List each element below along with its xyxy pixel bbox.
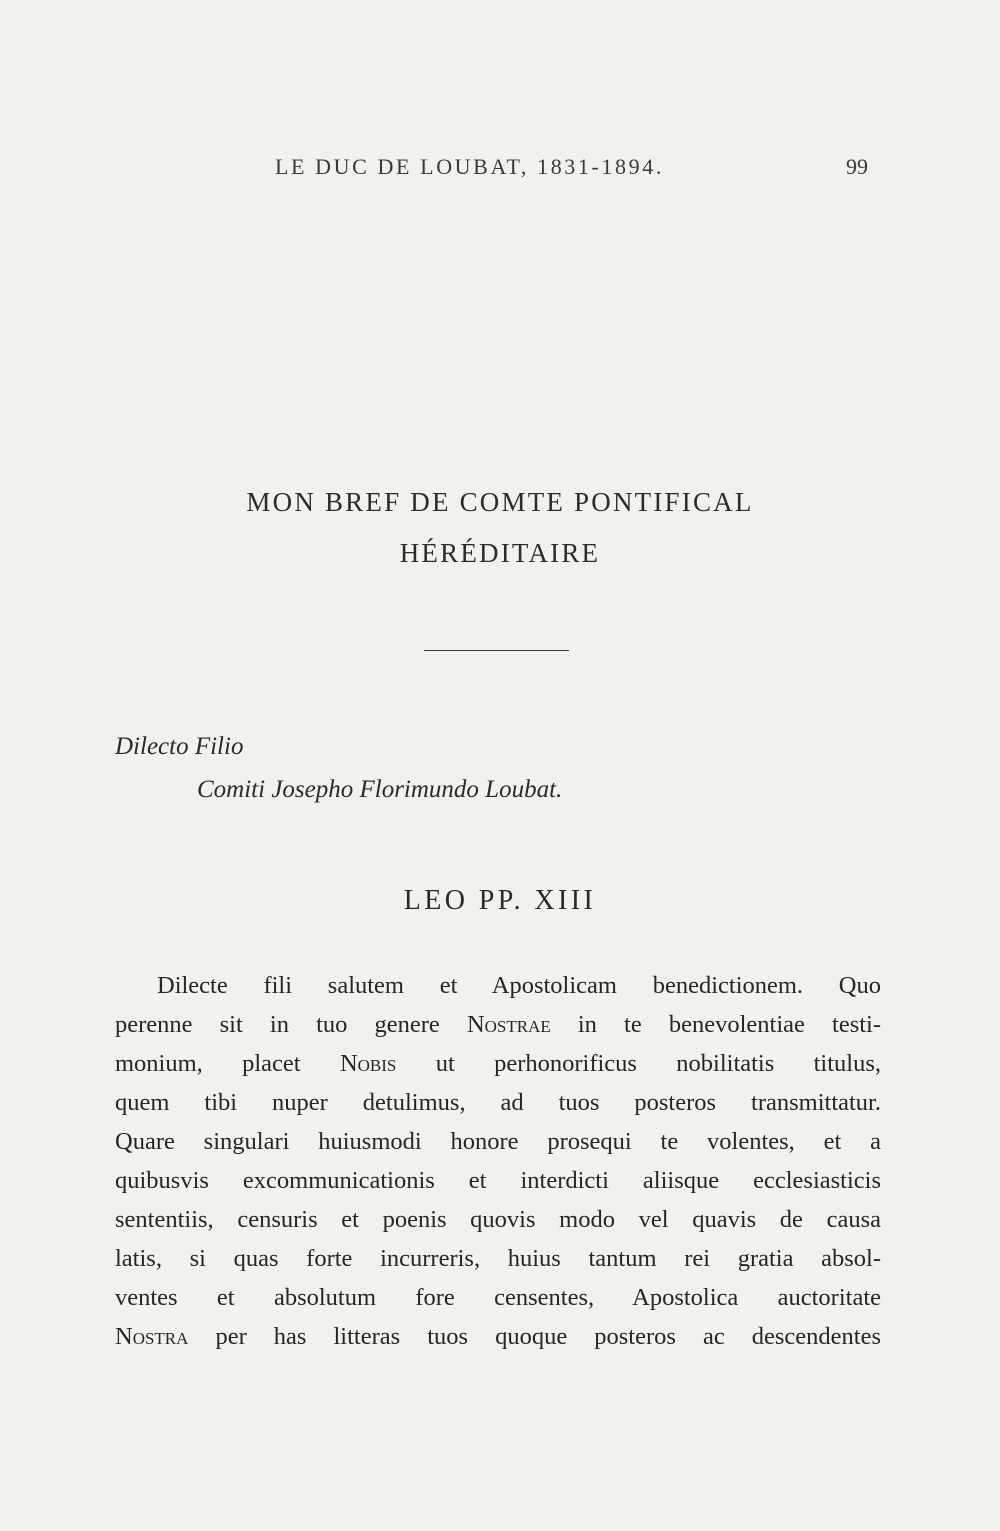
small-caps-word: Nobis — [339, 1050, 397, 1077]
sender-heading: LEO PP. XIII — [403, 885, 597, 916]
address-line-1: Dilecto Filio — [115, 733, 244, 760]
body-line: latis, si quas forte incurreris, huius tantum rei gratia absol- — [115, 1245, 881, 1272]
running-head — [0, 148, 1000, 184]
section-title-line-2: HÉRÉDITAIRE — [399, 538, 601, 568]
body-text-span: per has litteras tuos quoque posteros ac descendentes — [188, 1323, 881, 1350]
section-title-line-1: MON BREF DE COMTE PONTIFICAL — [246, 487, 754, 517]
body-line: Quare singulari huiusmodi honore prosequi te volentes, et a — [115, 1128, 881, 1155]
body-line: sententiis, censuris et poenis quovis modo vel quavis de causa — [115, 1206, 881, 1233]
body-text-span: perenne sit in tuo genere — [115, 1011, 467, 1038]
body-text-span: ut perhonorificus nobilitatis titulus, — [396, 1050, 881, 1077]
body-line — [115, 1317, 881, 1356]
address-line-2: Comiti Josepho Florimundo Loubat. — [197, 776, 563, 803]
body-line — [115, 1005, 881, 1044]
small-caps-word: Nostra — [115, 1323, 189, 1350]
body-line: ventes et absolutum fore censentes, Apostolica auctoritate — [115, 1284, 881, 1311]
page-number: 99 — [846, 154, 868, 179]
body-paragraph — [115, 966, 881, 1356]
body-line: quem tibi nuper detulimus, ad tuos posteros transmittatur. — [115, 1089, 881, 1116]
body-line — [115, 1044, 881, 1083]
running-title: LE DUC DE LOUBAT, 1831-1894. — [275, 154, 664, 179]
body-text-span: monium, placet — [115, 1050, 340, 1077]
body-line: Dilecte fili salutem et Apostolicam benedictionem. Quo — [157, 972, 881, 999]
divider-rule — [424, 650, 569, 651]
body-line: quibusvis excommunicationis et interdicti aliisque ecclesiasticis — [115, 1167, 881, 1194]
small-caps-word: Nostrae — [466, 1011, 551, 1038]
body-text-span: in te benevolentiae testi- — [550, 1011, 881, 1038]
